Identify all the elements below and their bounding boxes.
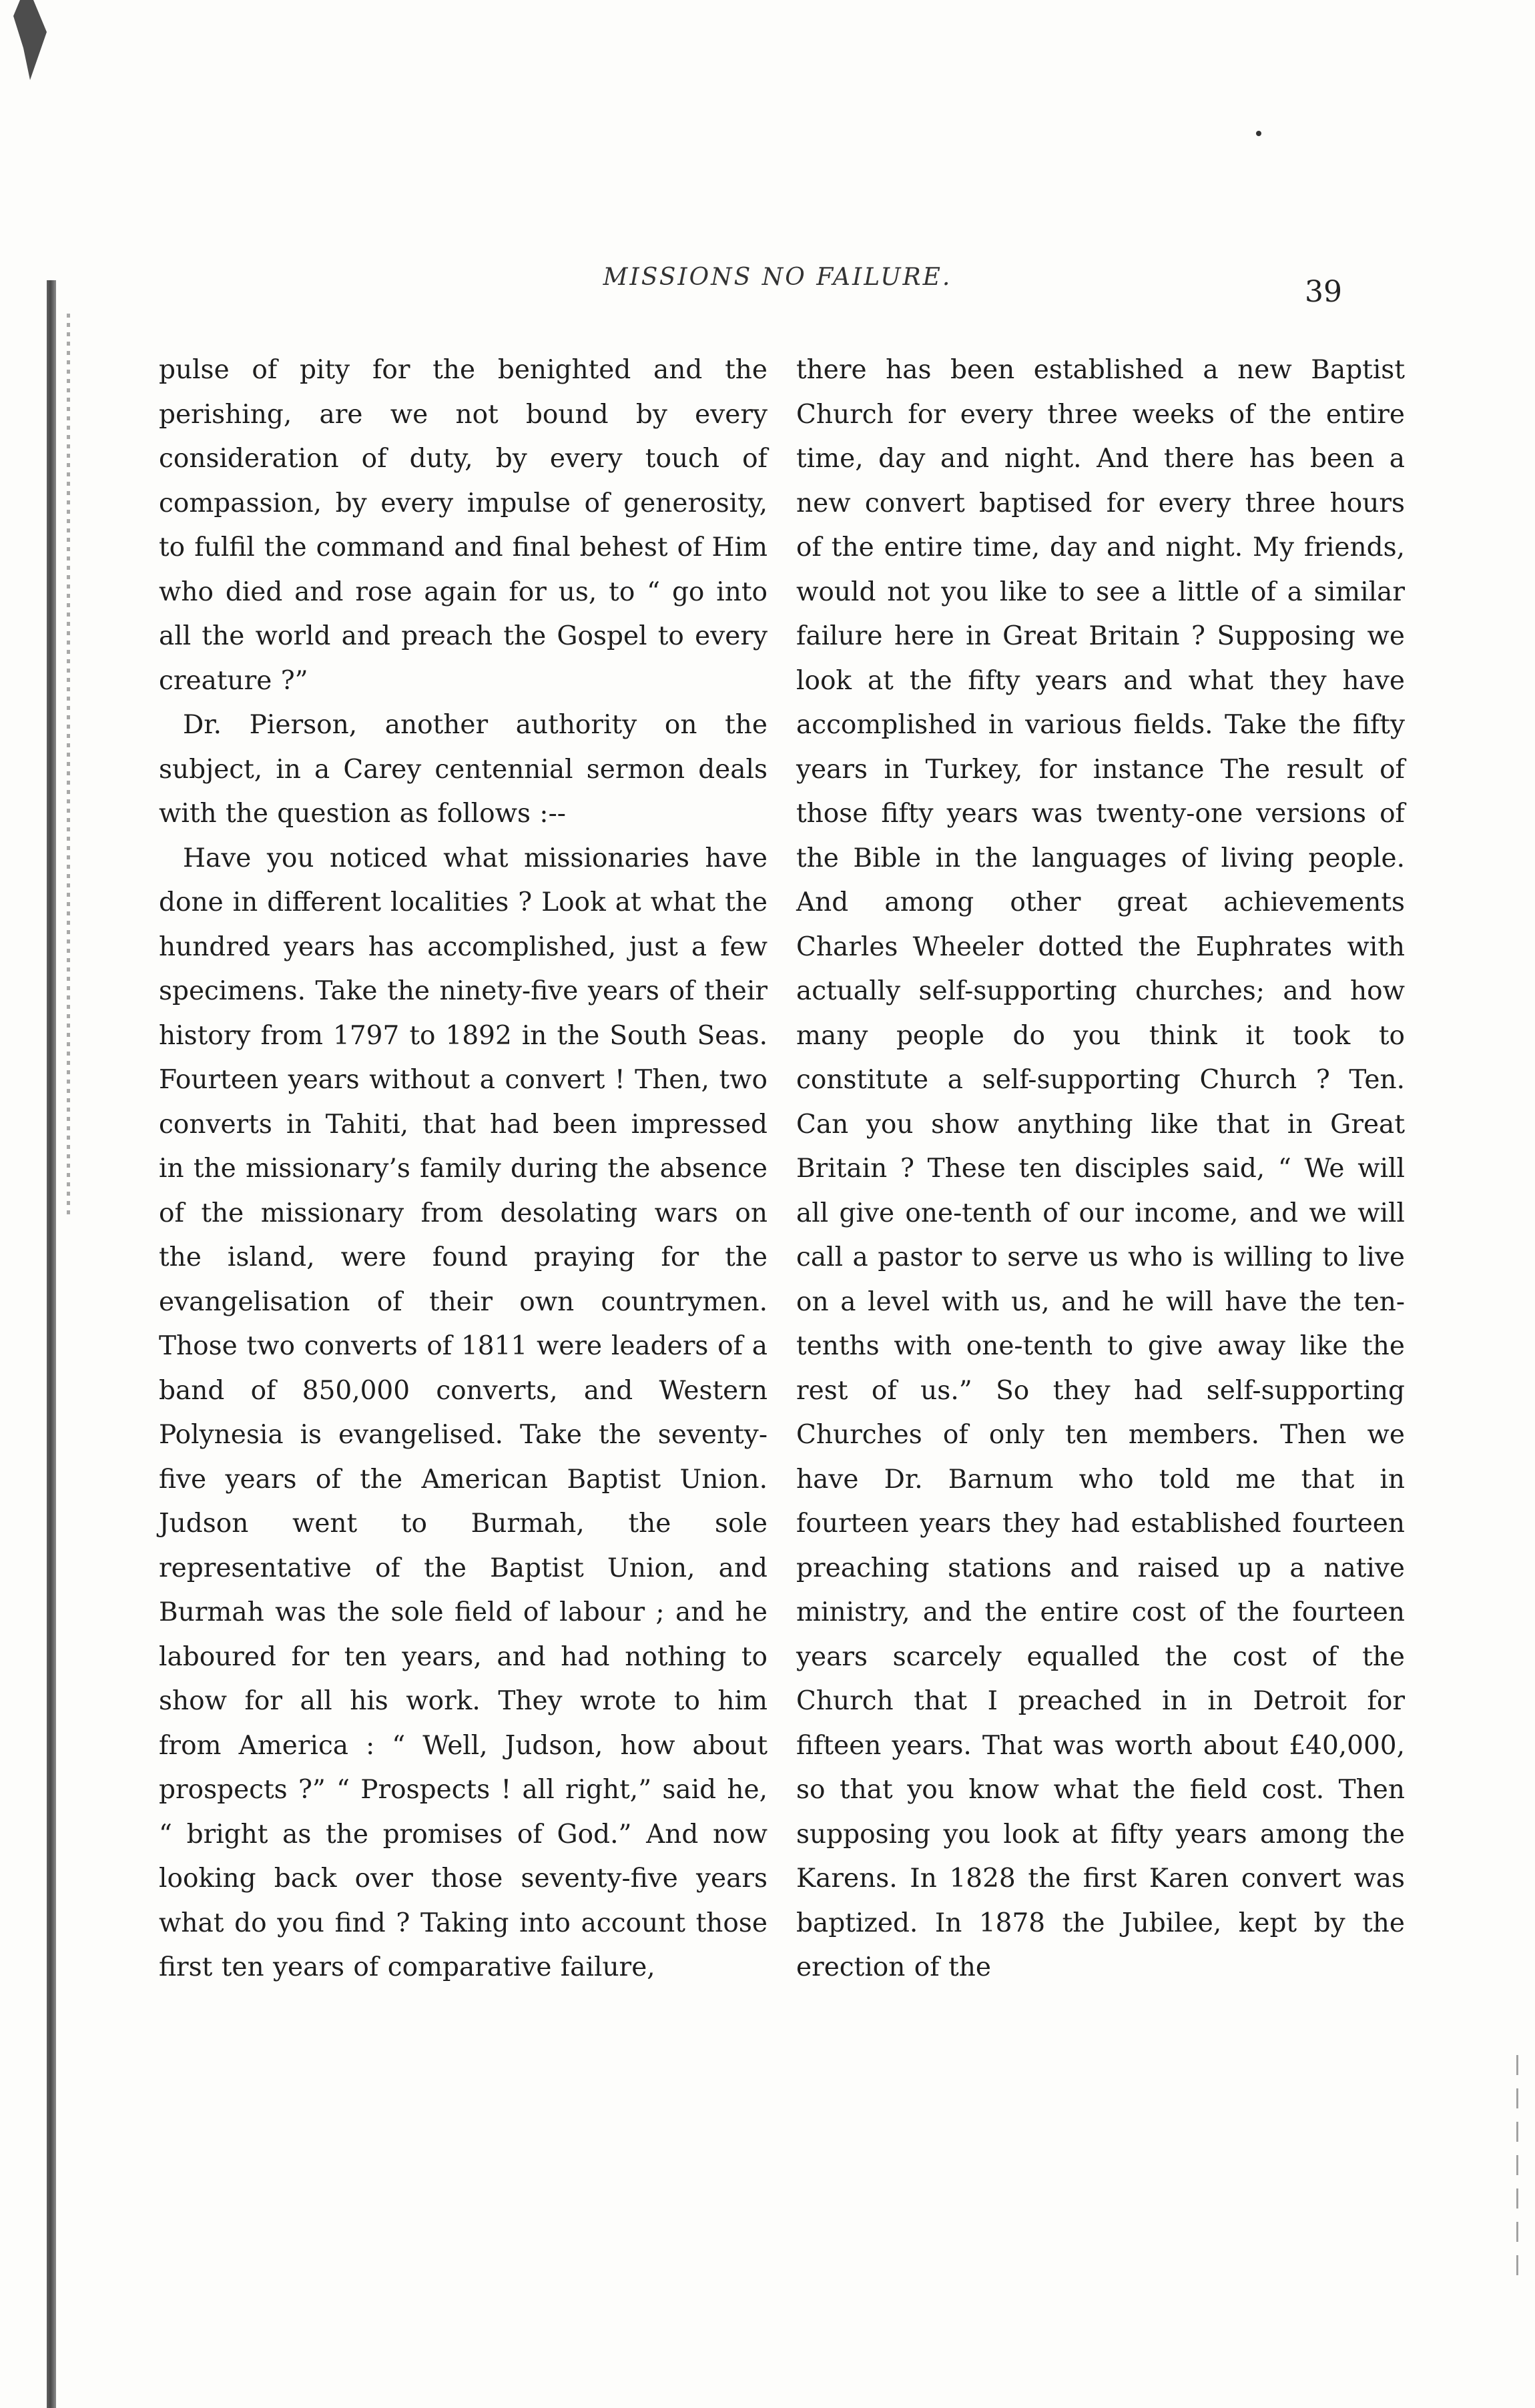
scan-artifact — [67, 314, 70, 1214]
paragraph: Dr. Pierson, another authority on the subject, in a Carey centennial sermon deals with the question as follows :-- — [159, 710, 768, 829]
binding-shadow — [13, 0, 47, 80]
right-column — [796, 348, 1405, 2170]
left-column — [159, 348, 768, 2170]
page-number: 39 — [1305, 275, 1342, 309]
paragraph: there has been established a new Baptist Church for every three weeks of the entire time, day and night. And there has been a new convert baptised for every three hours of the entire time, day and night. My friends, would not you like to see a little of a similar failure here in Great Britain ? Supposing we look at the fifty years and what they have accomplished in various fields. Take the fifty years in Turkey, for instance The result of those fifty years was twenty-one versions of the Bible in the languages of living people. And among other great achievements Charles Wheeler dotted the Euphrates with actually self-supporting churches; and how many people do you think it took to constitute a self-supporting Church ? Ten. Can you show anything like that in Great Britain ? These ten disciples said, “ We will all give one-tenth of our income, and we will call a pastor to serve us who is willing to live on a level with us, and he will have the ten-tenths with one-tenth to give away like the rest of us.” So they had self-supporting Churches of only ten members. Then we have Dr. Barnum who told me that in fourteen years they had established fourteen preaching stations and raised up a native ministry, and the entire cost of the fourteen years scarcely equalled the cost of the Church that I preached in in Detroit for fifteen years. That was worth about £40,000, so that you know what the field cost. Then supposing you look at fifty years among the Karens. In 1828 the first Karen convert was baptized. In 1878 the Jubilee, kept by the erection of the — [796, 355, 1405, 1982]
page-gutter-edge — [47, 280, 56, 2408]
paragraph: Have you noticed what missionaries have done in different localities ? Look at what the hundred years has accomplished, just a few specimens. Take the ninety-five years of their history from 1797 to 1892 in the South Seas. Fourteen years without a convert ! Then, two converts in Tahiti, that had been impressed in the missionary’s family during the absence of the missionary from desolating wars on the island, were found praying for the evangelisation of their own countrymen. Those two converts of 1811 were leaders of a band of 850,000 converts, and Western Polynesia is evangelised. Take the seventy-five years of the American Baptist Union. Judson went to Burmah, the sole representative of the Baptist Union, and Burmah was the sole field of labour ; and he laboured for ten years, and had nothing to show for all his work. They wrote to him from America : “ Well, Judson, how about prospects ?” “ Prospects ! all right,” said he, “ bright as the promises of God.” And now looking back over those seventy-five years what do you find ? Taking into account those first ten years of comparative failure, — [159, 843, 768, 1982]
ink-speck — [1256, 131, 1261, 136]
scan-artifact-right — [1516, 2055, 1518, 2282]
paragraph: pulse of pity for the benighted and the perishing, are we not bound by every consideration of duty, by every touch of compassion, by every impulse of generosity, to fulfil the command and final behest of Him who died and rose again for us, to “ go into all the world and preach the Gospel to every creature ?” — [159, 355, 768, 696]
running-head: MISSIONS NO FAILURE. — [603, 264, 952, 291]
